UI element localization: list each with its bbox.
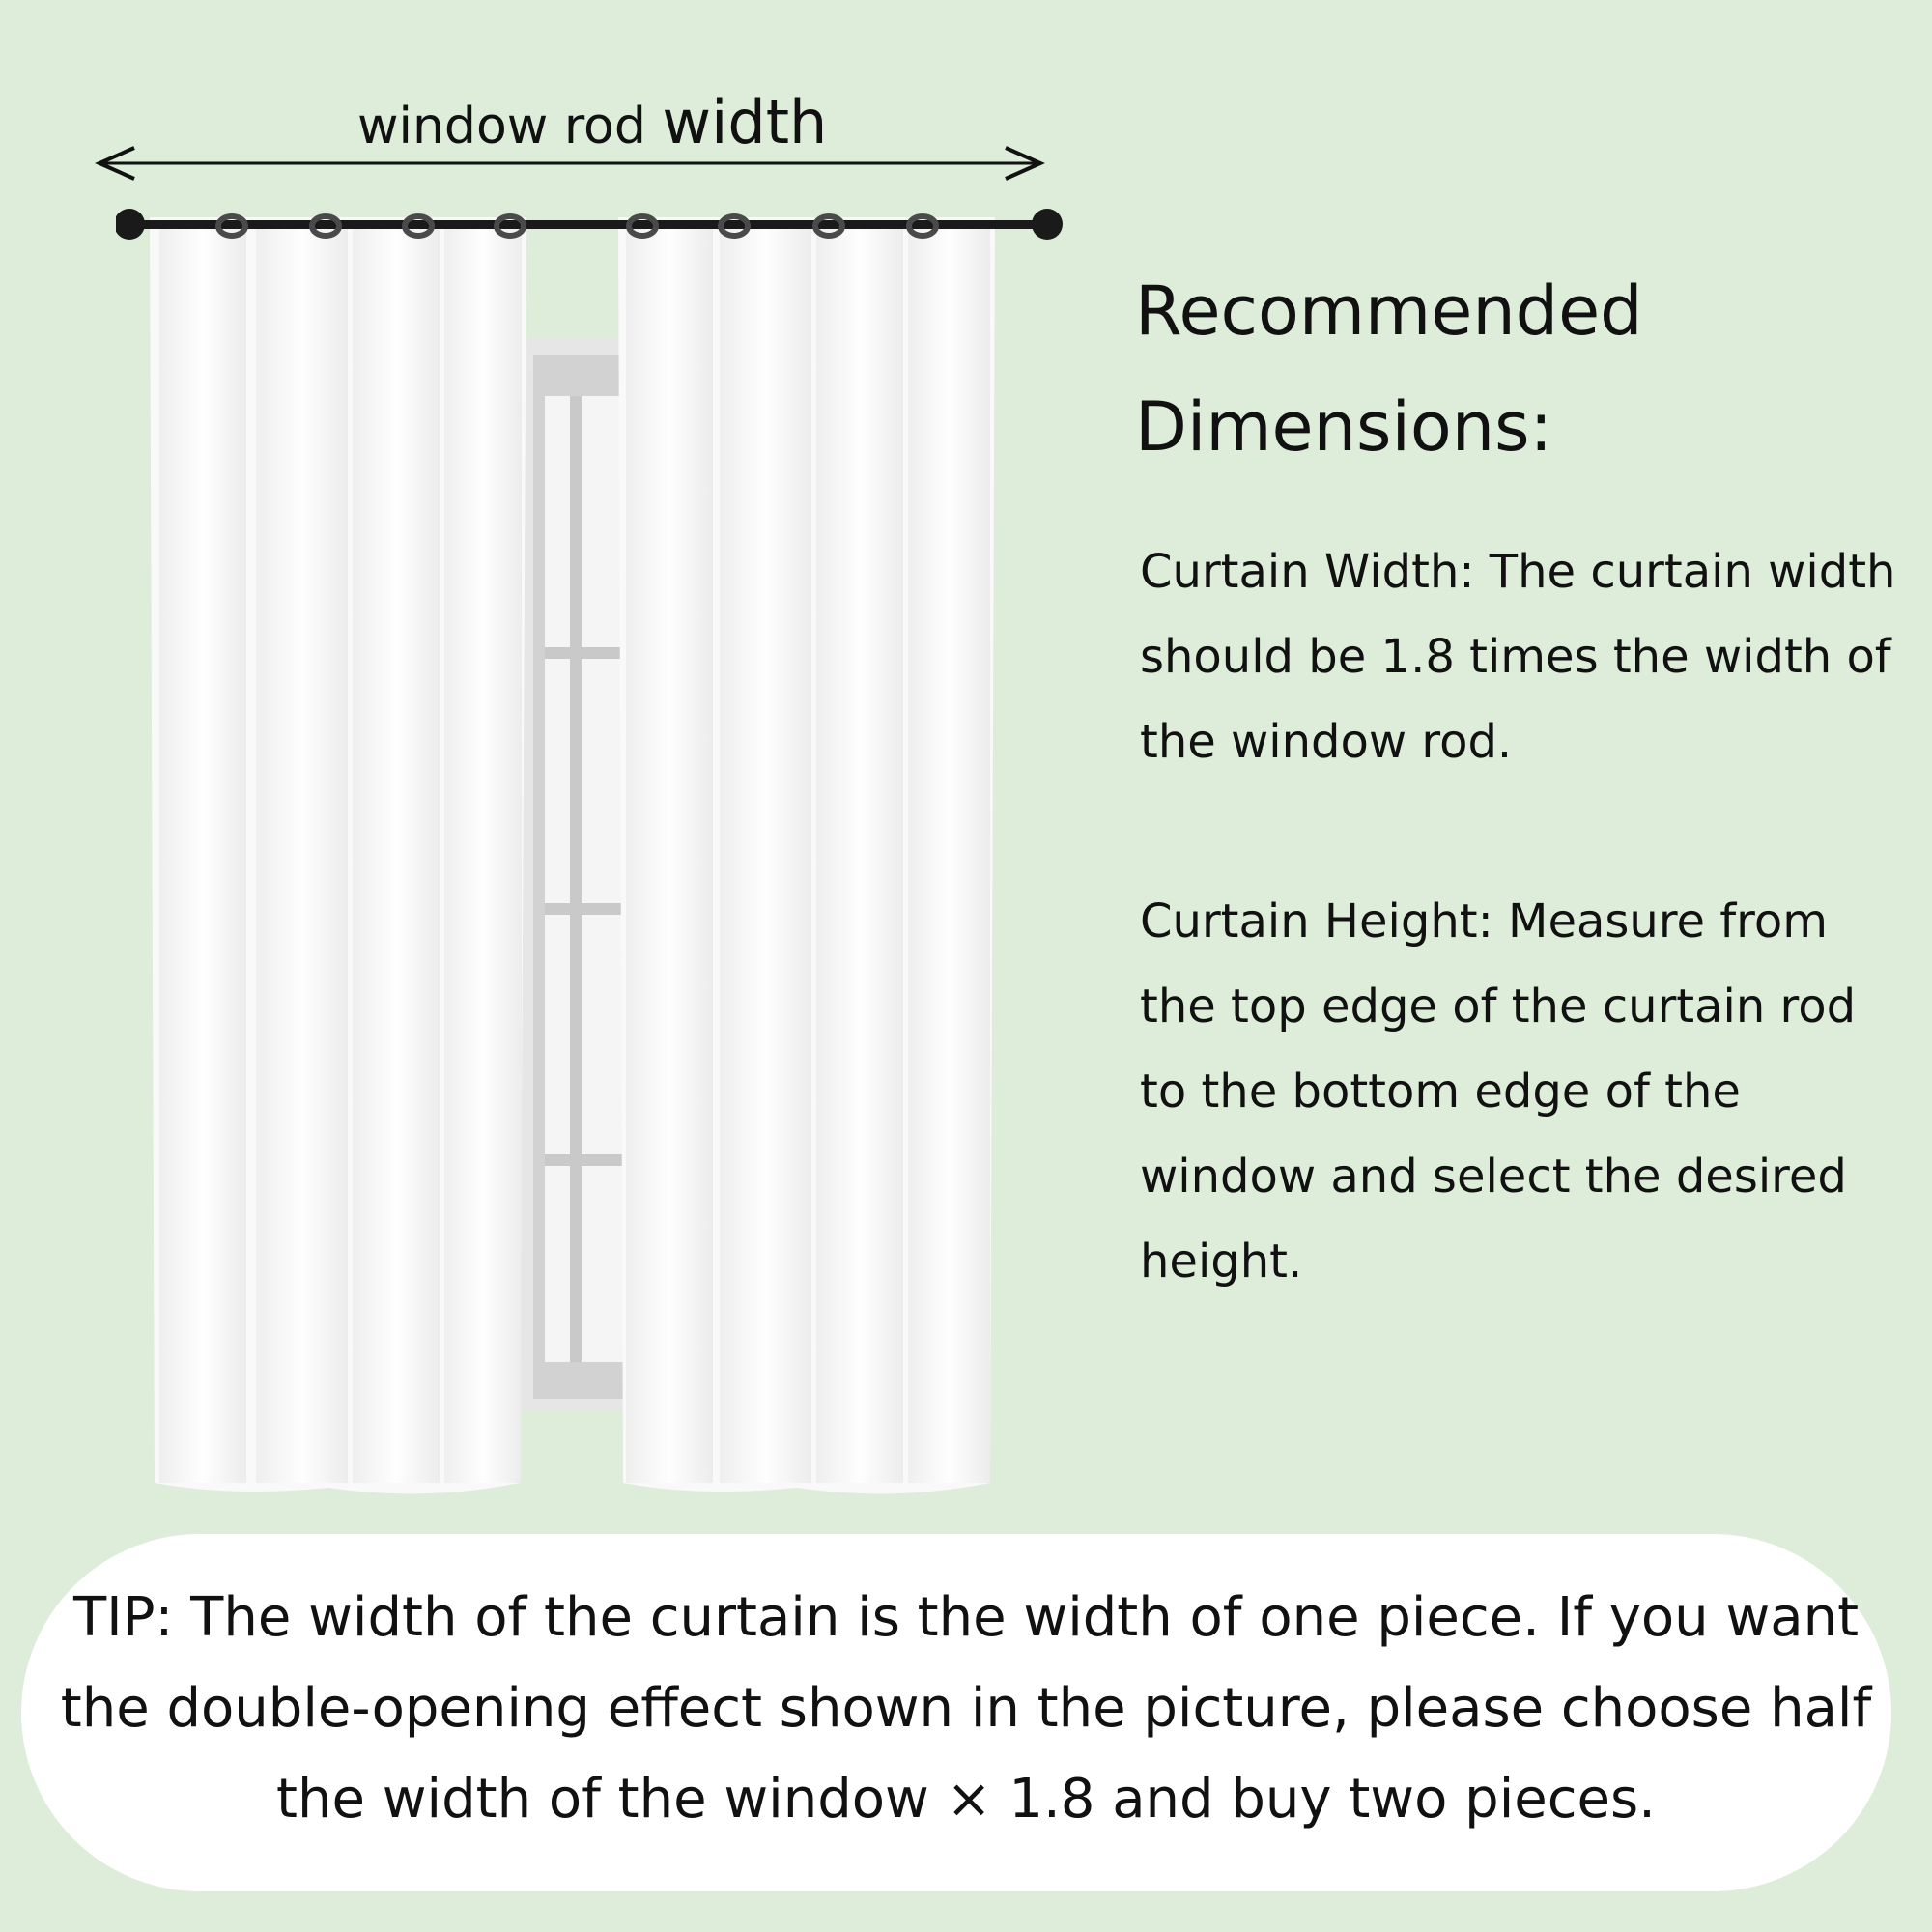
- curtain-height-line-5: height.: [1140, 1235, 1303, 1289]
- curtain-width-description: [1140, 529, 1913, 784]
- left-curtain-panel: [150, 217, 526, 1493]
- tip-line-3: the width of the window × 1.8 and buy two pieces.: [276, 1768, 1656, 1831]
- curtain-height-line-3: to the bottom edge of the: [1140, 1065, 1741, 1119]
- recommended-dimensions-heading: [1135, 253, 1643, 485]
- right-curtain-panel: [618, 217, 995, 1493]
- tip-line-1: TIP: The width of the curtain is the width of one piece. If you want: [72, 1586, 1860, 1649]
- curtain-height-line-2: the top edge of the curtain rod: [1140, 980, 1857, 1034]
- curtain-illustration: [116, 184, 1063, 1517]
- curtain-width-line-1: Curtain Width: The curtain width: [1140, 545, 1896, 599]
- tip-text: [58, 1573, 1874, 1845]
- tip-line-2: the double-opening effect shown in the picture, please choose half: [60, 1677, 1872, 1740]
- curtain-height-line-4: window and select the desired: [1140, 1150, 1847, 1204]
- curtain-height-description: [1140, 879, 1913, 1304]
- rod-label-part1: window rod: [357, 98, 646, 156]
- curtain-width-line-3: the window rod.: [1140, 715, 1513, 769]
- heading-line-1: Recommended: [1135, 271, 1643, 351]
- curtain-height-line-1: Curtain Height: Measure from: [1140, 895, 1828, 949]
- curtain-width-line-2: should be 1.8 times the width of: [1140, 630, 1891, 684]
- heading-line-2: Dimensions:: [1135, 387, 1553, 467]
- width-arrow: [92, 140, 1048, 188]
- rod-label-part2: width: [662, 87, 828, 157]
